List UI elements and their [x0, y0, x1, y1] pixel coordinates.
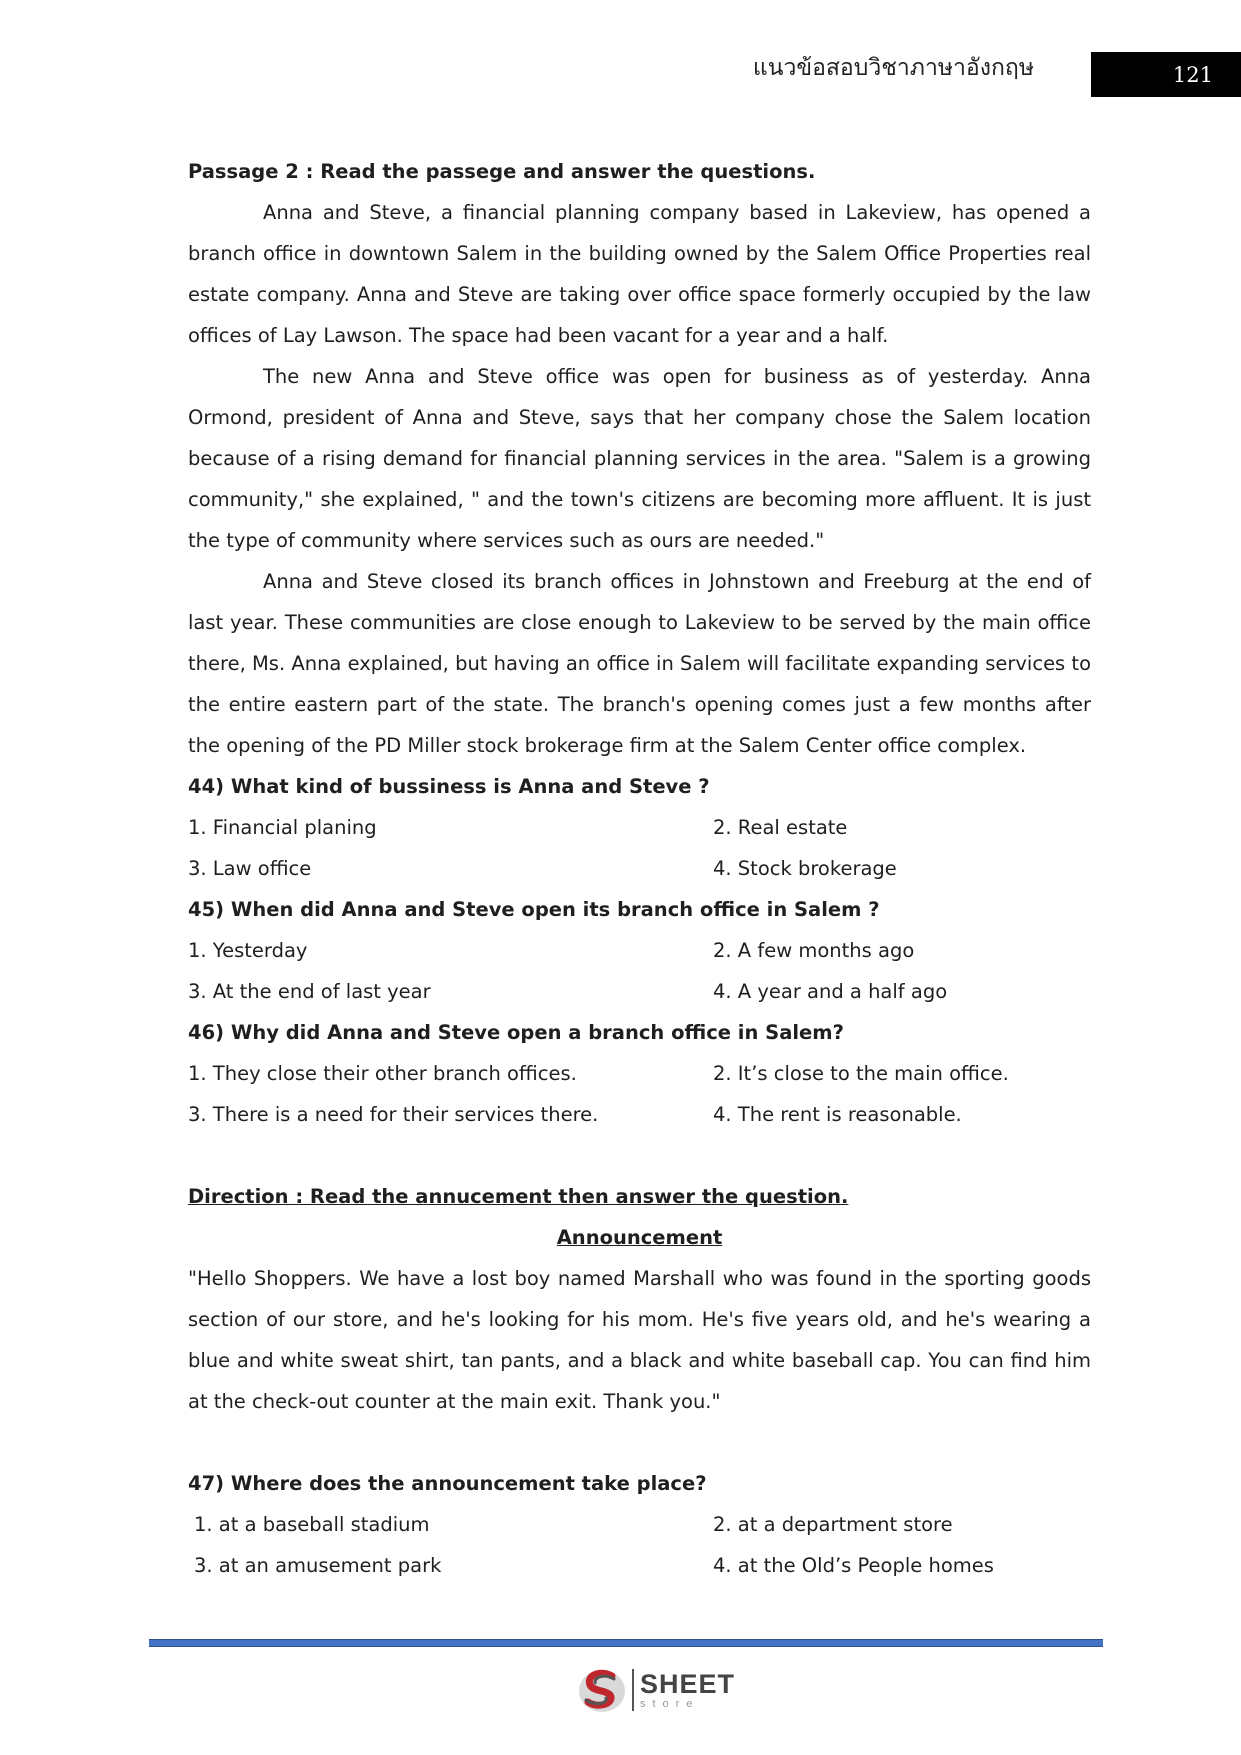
page-content	[188, 151, 1091, 1586]
option: 4. The rent is reasonable.	[713, 1103, 962, 1126]
question-46-options	[188, 1053, 1091, 1135]
option: 1. at a baseball stadium	[194, 1513, 430, 1536]
question-44-options	[188, 807, 1091, 889]
option: 2. at a department store	[713, 1513, 953, 1536]
option: 4. Stock brokerage	[713, 857, 897, 880]
sheet-store-logo	[576, 1662, 735, 1718]
option: 3. at an amusement park	[194, 1554, 442, 1577]
question-47: 47) Where does the announcement take place?	[188, 1472, 707, 1495]
logo-word: SHEET	[640, 1668, 736, 1699]
logo-text	[640, 1668, 736, 1710]
page-number: 121	[1172, 62, 1213, 87]
page-number-box	[1091, 52, 1241, 97]
option: 1. They close their other branch offices.	[188, 1062, 577, 1085]
question-45-options	[188, 930, 1091, 1012]
option: 1. Yesterday	[188, 939, 308, 962]
logo-subtext: store	[640, 1697, 700, 1710]
option: 4. A year and a half ago	[713, 980, 948, 1003]
option: 3. There is a need for their services there.	[188, 1103, 599, 1126]
announcement-title: Announcement	[556, 1226, 723, 1249]
footer-divider-line	[149, 1639, 1103, 1647]
logo-divider	[632, 1669, 634, 1711]
spacer	[188, 1135, 1091, 1176]
direction-heading: Direction : Read the annucement then answer the question.	[188, 1185, 849, 1208]
question-45: 45) When did Anna and Steve open its branch office in Salem ?	[188, 898, 880, 921]
passage-paragraph-3: Anna and Steve closed its branch offices in Johnstown and Freeburg at the end of last year. These communities are close enough to Lakeview to be served by the main office there, Ms. Anna explained, but having an office in Salem will facilitate expanding services to the entire eastern part of the state. The branch's opening comes just a few months after the opening of the PD Miller stock brokerage firm at the Salem Center office complex.	[188, 570, 1091, 757]
spacer	[188, 1422, 1091, 1463]
header-title: แนวข้อสอบวิชาภาษาอังกฤษ	[752, 55, 1034, 81]
option: 2. A few months ago	[713, 939, 915, 962]
option: 3. Law office	[188, 857, 312, 880]
question-46: 46) Why did Anna and Steve open a branch office in Salem?	[188, 1021, 844, 1044]
option: 2. Real estate	[713, 816, 848, 839]
announcement-body: "Hello Shoppers. We have a lost boy named Marshall who was found in the sporting goods section of our store, and he's looking for his mom. He's five years old, and he's wearing a blue and white sweat shirt, tan pants, and a black and white baseball cap. You can find him at the check-out counter at the main exit. Thank you."	[188, 1267, 1091, 1413]
question-47-options	[188, 1504, 1091, 1586]
option: 2. It’s close to the main office.	[713, 1062, 1009, 1085]
option: 1. Financial planing	[188, 816, 377, 839]
sheet-s-logo-icon	[576, 1664, 628, 1716]
passage-paragraph-2: The new Anna and Steve office was open for business as of yesterday. Anna Ormond, president of Anna and Steve, says that her company chose the Salem location because of a rising demand for financial planning services in the area. "Salem is a growing community," she explained, " and the town's citizens are becoming more affluent. It is just the type of community where services such as ours are needed."	[188, 365, 1091, 552]
passage-heading: Passage 2 : Read the passege and answer the questions.	[188, 160, 816, 183]
passage-paragraph-1: Anna and Steve, a financial planning company based in Lakeview, has opened a branch office in downtown Salem in the building owned by the Salem Office Properties real estate company. Anna and Steve are taking over office space formerly occupied by the law offices of Lay Lawson. The space had been vacant for a year and a half.	[188, 201, 1091, 347]
option: 3. At the end of last year	[188, 980, 431, 1003]
question-44: 44) What kind of bussiness is Anna and Steve ?	[188, 775, 710, 798]
option: 4. at the Old’s People homes	[713, 1554, 994, 1577]
